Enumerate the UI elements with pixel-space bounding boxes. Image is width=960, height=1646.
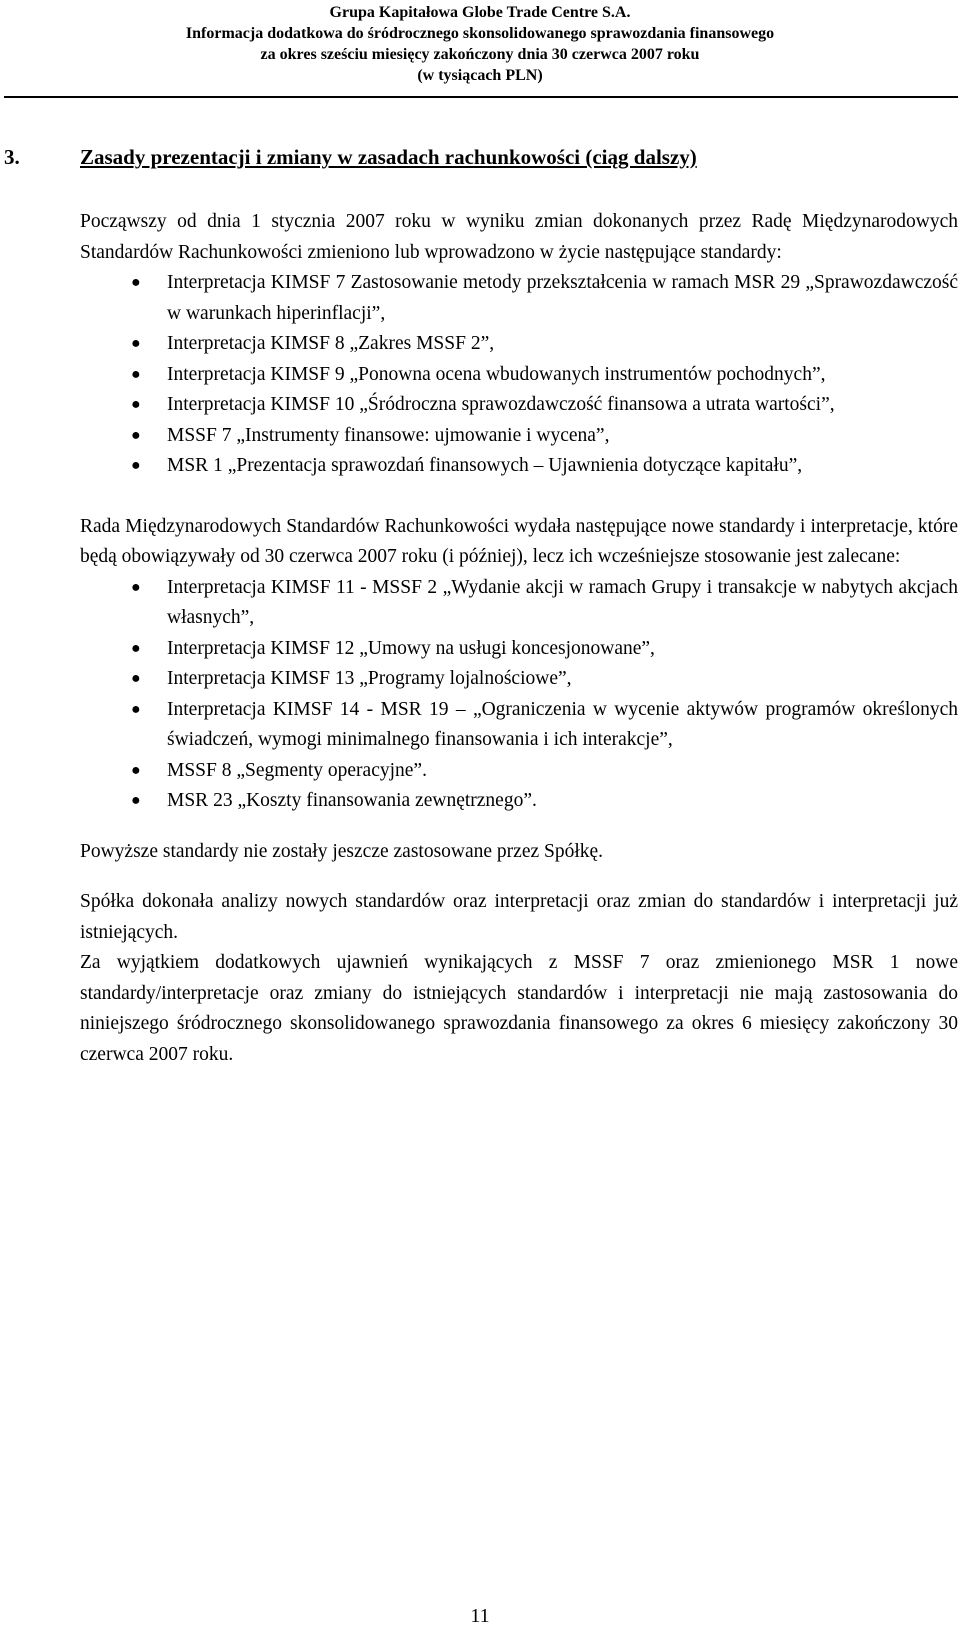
list-item (80, 390, 958, 421)
list-item-text: Interpretacja KIMSF 14 - MSR 19 – „Ograniczenia w wycenie aktywów programów określonych świadczeń, wymogi minimalnego finansowania i ich interakcje”, (167, 698, 958, 750)
list-item-text: Interpretacja KIMSF 12 „Umowy na usługi koncesjonowane”, (167, 637, 655, 659)
bullet-icon: ● (131, 700, 141, 718)
adopted-standards-list (80, 268, 958, 482)
new-standards-list (80, 573, 958, 817)
bullet-icon: ● (131, 639, 141, 657)
bullet-icon: ● (131, 426, 141, 444)
section-title: Zasady prezentacji i zmiany w zasadach rachunkowości (ciąg dalszy) (80, 145, 697, 169)
bullet-icon: ● (131, 274, 141, 291)
spacer (80, 867, 958, 887)
bullet-icon: ● (131, 578, 141, 596)
list-item (80, 360, 958, 391)
list-item-text: Interpretacja KIMSF 8 „Zakres MSSF 2”, (167, 333, 495, 354)
conclusion-paragraph: Za wyjątkiem dodatkowych ujawnień wynikających z MSSF 7 oraz zmienionego MSR 1 nowe standardy/interpretacje oraz zmiany do istniejących standardów i interpretacji nie mają zastosowania do niniejszego śródrocznego skonsolidowanego sprawozdania finansowego za okres 6 miesięcy zakończony 30 czerwca 2007 roku. (80, 952, 958, 1065)
section-number: 3. (4, 145, 20, 169)
list-item (80, 573, 958, 634)
page-header (0, 2, 960, 86)
list-item-text: Interpretacja KIMSF 13 „Programy lojalnościowe”, (167, 668, 572, 689)
report-title: Informacja dodatkowa do śródrocznego skonsolidowanego sprawozdania finansowego (185, 25, 775, 42)
list-item (80, 756, 958, 787)
list-item (80, 695, 958, 756)
header-divider (4, 96, 958, 98)
spacer (80, 482, 958, 512)
list-item-text: Interpretacja KIMSF 11 - MSSF 2 „Wydanie akcji w ramach Grupy i transakcje w nabytych akcjach własnych”, (167, 576, 958, 628)
bullet-icon: ● (131, 670, 141, 687)
not-applied-paragraph: Powyższe standardy nie zostały jeszcze zastosowane przez Spółkę. (80, 840, 604, 862)
new-standards-paragraph: Rada Międzynarodowych Standardów Rachunkowości wydała następujące nowe standardy i interpretacje, które będą obowiązywały od 30 czerwca 2007 roku (i później), lecz ich wcześniejsze stosowanie jest zalecane: (80, 515, 958, 567)
bullet-icon: ● (131, 365, 141, 383)
page-number: 11 (470, 1605, 490, 1627)
intro-paragraph: Począwszy od dnia 1 stycznia 2007 roku w wyniku zmian dokonanych przez Radę Międzynarodowych Standardów Rachunkowości zmieniono lub wprowadzono w życie następujące standardy: (80, 211, 958, 263)
list-item (80, 664, 958, 695)
analysis-paragraph: Spółka dokonała analizy nowych standardów oraz interpretacji oraz zmian do standardów i interpretacji już istniejących. (80, 891, 958, 943)
bullet-icon: ● (131, 457, 141, 474)
bullet-icon: ● (131, 396, 141, 413)
report-period: za okres sześciu miesięcy zakończony dnia 30 czerwca 2007 roku (260, 46, 700, 63)
bullet-icon: ● (131, 792, 141, 809)
list-item-text: MSSF 8 „Segmenty operacyjne”. (167, 759, 427, 781)
company-name: Grupa Kapitałowa Globe Trade Centre S.A. (329, 4, 631, 21)
list-item-text: Interpretacja KIMSF 7 Zastosowanie metody przekształcenia w ramach MSR 29 „Sprawozdawczość w warunkach hiperinflacji”, (167, 272, 958, 324)
list-item-text: Interpretacja KIMSF 10 „Śródroczna sprawozdawczość finansowa a utrata wartości”, (167, 394, 835, 415)
list-item-text: Interpretacja KIMSF 9 „Ponowna ocena wbudowanych instrumentów pochodnych”, (167, 363, 826, 385)
list-item (80, 268, 958, 329)
bullet-icon: ● (131, 335, 141, 352)
bullet-icon: ● (131, 761, 141, 779)
list-item-text: MSR 1 „Prezentacja sprawozdań finansowych – Ujawnienia dotyczące kapitału”, (167, 455, 803, 476)
currency-note: (w tysiącach PLN) (417, 67, 543, 84)
spacer (80, 817, 958, 837)
list-item (80, 329, 958, 360)
list-item-text: MSSF 7 „Instrumenty finansowe: ujmowanie i wycena”, (167, 424, 610, 446)
list-item (80, 634, 958, 665)
document-body (80, 207, 958, 1070)
list-item (80, 451, 958, 482)
list-item (80, 421, 958, 452)
list-item (80, 786, 958, 817)
list-item-text: MSR 23 „Koszty finansowania zewnętrznego”. (167, 790, 537, 811)
